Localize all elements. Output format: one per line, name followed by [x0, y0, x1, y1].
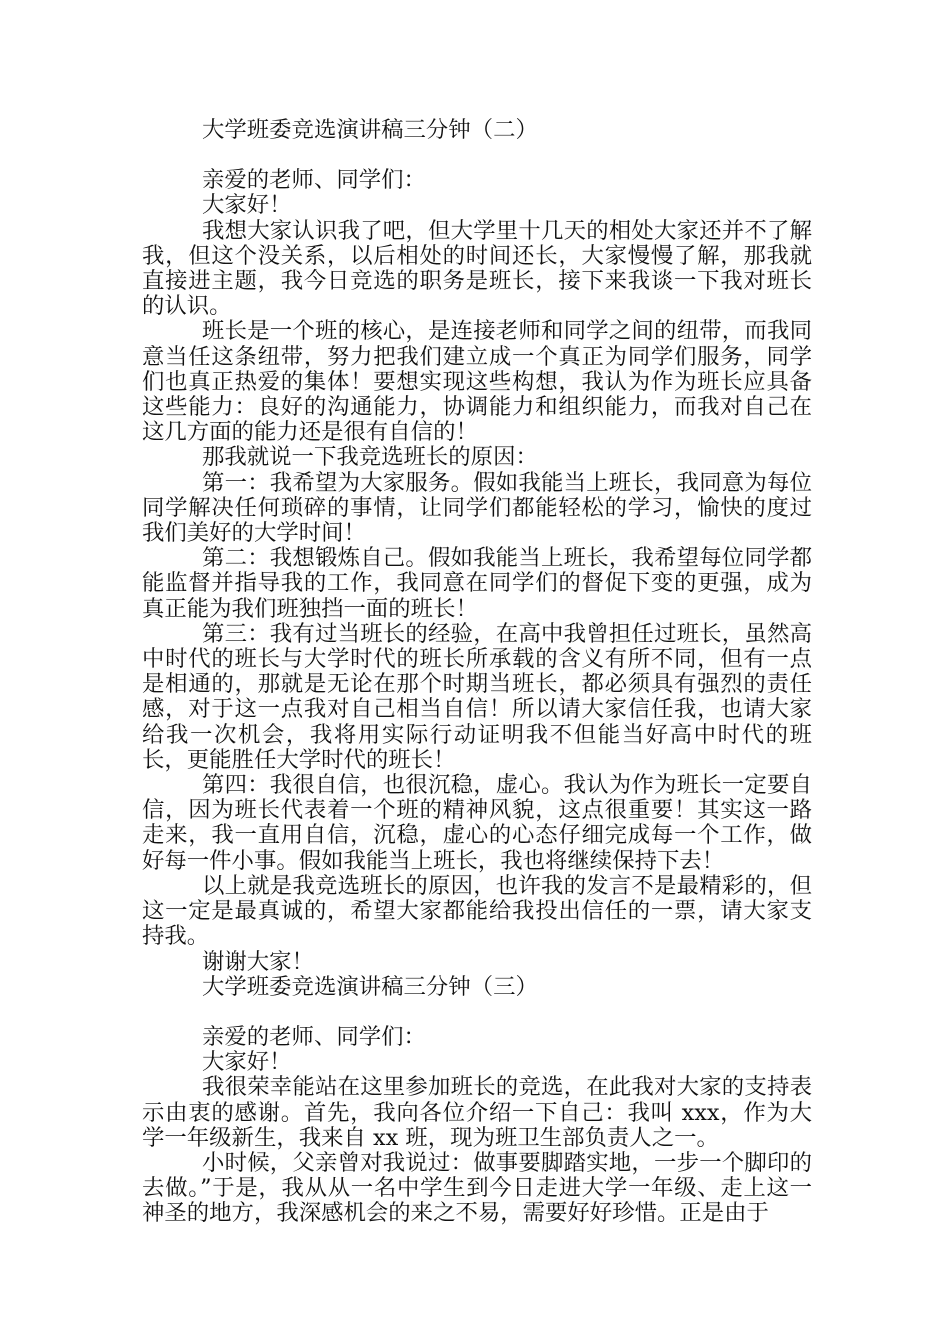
greeting: 大家好！: [202, 1049, 292, 1076]
paragraph: 第一：我希望为大家服务。假如我能当上班长，我同意为每位同学解决任何琐碎的事情，让同学们都能轻松的学习，愉快的度过我们美好的大学时间！: [142, 469, 812, 547]
section-title: 大学班委竞选演讲稿三分钟（二）: [202, 117, 538, 143]
closing-line: 谢谢大家！: [202, 948, 314, 975]
paragraph: 第三：我有过当班长的经验，在高中我曾担任过班长，虽然高中时代的班长与大学时代的班长所承载的含义有所不同，但有一点是相通的，那就是无论在那个时期当班长，都必须具有强烈的责任感，对于这一点我对自己相当自信！所以请大家信任我，也请大家给我一次机会，我将用实际行动证明我不但能当好高中时代的班长，更能胜任大学时代的班长！: [142, 620, 812, 773]
speech-section-3: [142, 975, 812, 1227]
paragraph: 班长是一个班的核心，是连接老师和同学之间的纽带，而我同意当任这条纽带，努力把我们建立成一个真正为同学们服务，同学们也真正热爱的集体！要想实现这些构想，我认为作为班长应具备这些能力：良好的沟通能力，协调能力和组织能力，而我对自己在这几方面的能力还是很有自信的！: [142, 318, 812, 446]
paragraph: 第二：我想锻炼自己。假如我能当上班长，我希望每位同学都能监督并指导我的工作，我同意在同学们的督促下变的更强，成为真正能为我们班独挡一面的班长！: [142, 545, 812, 622]
paragraph: 第四：我很自信，也很沉稳，虚心。我认为作为班长一定要自信，因为班长代表着一个班的精神风貌，这点很重要！其实这一路走来，我一直用自信，沉稳，虚心的心态仔细完成每一个工作，做好每一件小事。假如我能当上班长，我也将继续保持下去！: [142, 772, 812, 874]
speech-section-2: [142, 118, 812, 975]
document-page: [142, 118, 812, 1227]
paragraph: 那我就说一下我竞选班长的原因：: [202, 444, 538, 471]
paragraph: 小时候，父亲曾对我说过：做事要脚踏实地，一步一个脚印的去做。”于是，我从从一名中学生到今日走进大学一年级、走上这一神圣的地方，我深感机会的来之不易，需要好好珍惜。正是由于: [142, 1149, 812, 1227]
salutation: 亲爱的老师、同学们：: [202, 167, 426, 194]
paragraph: 我想大家认识我了吧，但大学里十几天的相处大家还并不了解我，但这个没关系，以后相处的时间还长，大家慢慢了解，那我就直接进主题，我今日竞选的职务是班长，接下来我谈一下我对班长的认识。: [142, 217, 812, 320]
salutation: 亲爱的老师、同学们：: [202, 1023, 426, 1050]
paragraph: 我很荣幸能站在这里参加班长的竞选，在此我对大家的支持表示由衷的感谢。首先，我向各位介绍一下自己：我叫 xxx，作为大学一年级新生，我来自 xx 班，现为班卫生部负责人之一。: [142, 1074, 812, 1151]
greeting: 大家好！: [202, 192, 292, 219]
section-title: 大学班委竞选演讲稿三分钟（三）: [202, 973, 538, 1000]
paragraph: 以上就是我竞选班长的原因，也许我的发言不是最精彩的，但这一定是最真诚的，希望大家都能给我投出信任的一票，请大家支持我。: [142, 872, 812, 950]
